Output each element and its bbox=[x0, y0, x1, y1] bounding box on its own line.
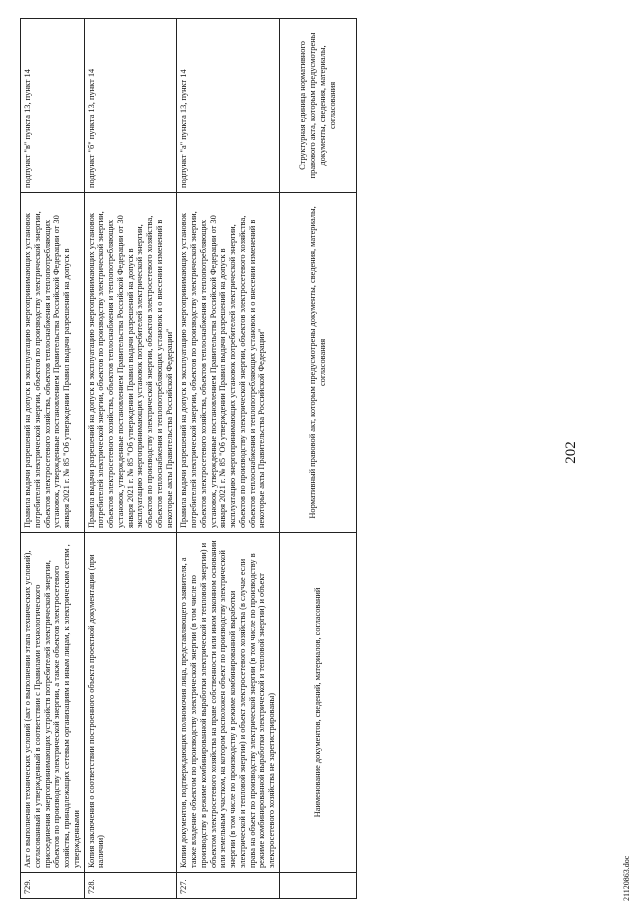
file-footer: 21120863.doc bbox=[622, 855, 631, 901]
legal-act-cell: Правила выдачи разрешений на допуск в эксплуатацию энергопринимающих установок потребителей электрической энергии, объектов по производству электрической энергии, объектов электросетевого хозяйства, объектов теплоснабжения и теплопотребляющих установок, утвержденные постановлением Правительства Российской Федерации от 30 января 2021 г. № 85 "Об утверждении Правил выдачи разрешений на допуск в эксплуатацию энергопринимающих установок потребителей электрической энергии, объектов по производству электрической энергии, объектов электросетевого хозяйства, объектов теплоснабжения и теплопотребляющих установок и о внесении изменений в некоторые акты Правительства Российской Федерации" bbox=[177, 193, 280, 533]
row-number: 729. bbox=[21, 873, 85, 899]
header-legal-act: Нормативный правовой акт, которым предусмотрены документы, сведения, материалы, согласования bbox=[279, 193, 356, 533]
legal-act-cell: Правила выдачи разрешений на допуск в эксплуатацию энергопринимающих установок потребителей электрической энергии, объектов по производству электрической энергии, объектов электросетевого хозяйства, объектов теплоснабжения и теплопотребляющих установок, утвержденные постановлением Правительства Российской Федерации от 30 января 2021 г. № 85 "Об утверждении Правил выдачи разрешений на допуск в bbox=[21, 193, 85, 533]
structural-unit-cell: подпункт "а" пункта 13, пункт 14 bbox=[177, 19, 280, 193]
table-row bbox=[21, 19, 85, 899]
header-number bbox=[279, 873, 356, 899]
table-header-row bbox=[279, 19, 356, 899]
table-row bbox=[84, 19, 177, 899]
page-number: 202 bbox=[563, 441, 579, 464]
structural-unit-cell: подпункт "в" пункта 13, пункт 14 bbox=[21, 19, 85, 193]
document-name-cell: Копии документов, подтверждающих полномочия лица, представляющего заявителя, а также владение объектом по производству электрической энергии (в том числе по производству в режиме комбинированной выработки электрической и тепловой энергии) и объектом электросетевого хозяйства на праве собственности или ином законном основании или земельным участком, на котором расположен объект по производству электрической энергии (в том числе по производству в режиме комбинированной выработки электрической и тепловой энергии) и объект электросетевого хозяйства (в случае если права на объект по производству электрической энергии (в том числе по производству в режиме комбинированной выработки электрической и тепловой энергии) и объект электросетевого хозяйства не зарегистрированы) bbox=[177, 533, 280, 873]
legal-act-cell: Правила выдачи разрешений на допуск в эксплуатацию энергопринимающих установок потребителей электрической энергии, объектов по производству электрической энергии, объектов электросетевого хозяйства, объектов теплоснабжения и теплопотребляющих установок, утвержденные постановлением Правительства Российской Федерации от 30 января 2021 г. № 85 "Об утверждении Правил выдачи разрешений на допуск в эксплуатацию энергопринимающих установок потребителей электрической энергии, объектов по производству электрической энергии, объектов электросетевого хозяйства, объектов теплоснабжения и теплопотребляющих установок и о внесении изменений в некоторые акты Правительства Российской Федерации" bbox=[84, 193, 177, 533]
row-number: 727. bbox=[177, 873, 280, 899]
header-document-name: Наименование документов, сведений, материалов, согласований bbox=[279, 533, 356, 873]
row-number: 728. bbox=[84, 873, 177, 899]
document-name-cell: Копия заключения о соответствии построенного объекта проектной документации (при наличии) bbox=[84, 533, 177, 873]
document-name-cell: Акт о выполнении технических условий (акт о выполнении этапа технических условий), согласованный и утвержденный в соответствии с Правилами технологического присоединения энергопринимающих устройств потребителей электрической энергии, объектов по производству электрической энергии, а также объектов электросетевого хозяйства, принадлежащих сетевым организациям и иным лицам, к электрическим сетям , утвержденными bbox=[21, 533, 85, 873]
header-structural-unit: Структурная единица нормативного правового акта, которым предусмотрены документы, сведения, материалы, согласования bbox=[279, 19, 356, 193]
table-row bbox=[177, 19, 280, 899]
requirements-table bbox=[20, 18, 357, 899]
structural-unit-cell: подпункт "б" пункта 13, пункт 14 bbox=[84, 19, 177, 193]
